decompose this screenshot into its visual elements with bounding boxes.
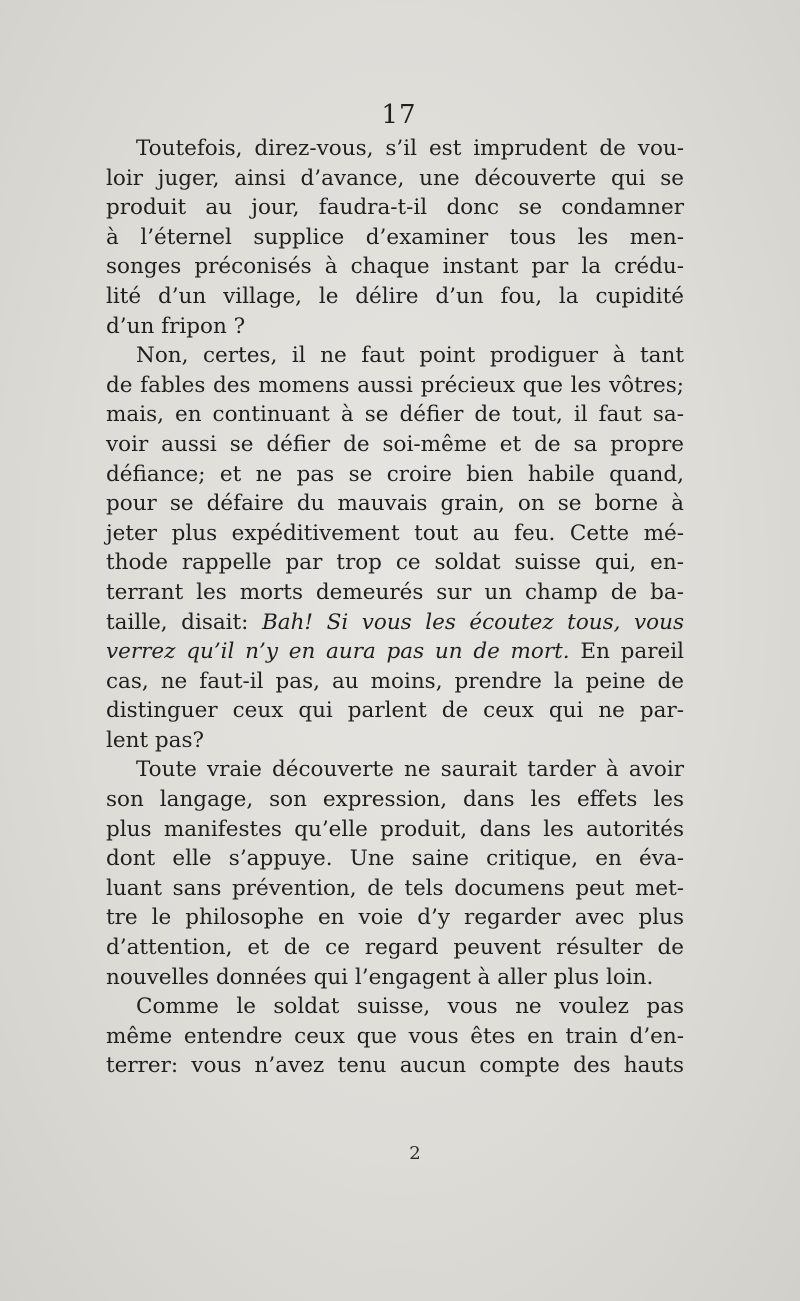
text-line: cas, ne faut-il pas, au moins, prendre la peine de: [106, 668, 684, 694]
text-line: pour se défaire du mauvais grain, on se borne à: [106, 491, 684, 517]
text-segment: taille, disait:: [106, 609, 262, 635]
text-line: même entendre ceux que vous êtes en train d’en-: [106, 1023, 684, 1049]
text-line: défiance; et ne pas se croire bien habile quand,: [106, 461, 684, 487]
text-line: de fables des momens aussi précieux que les vôtres;: [106, 372, 684, 398]
text-line: songes préconisés à chaque instant par la crédu-: [106, 254, 684, 280]
text-line: d’un fripon ?: [106, 313, 246, 339]
text-line: Toutefois, direz-vous, s’il est imprudent de vou-: [136, 136, 684, 161]
page-text: [106, 96, 684, 1081]
text-line: à l’éternel supplice d’examiner tous les men-: [106, 224, 684, 250]
page-number: 17: [381, 100, 417, 130]
text-line: loir juger, ainsi d’avance, une découverte qui se: [106, 165, 684, 191]
text-line-with-quote: [106, 637, 684, 667]
paragraph-4: [106, 992, 684, 1081]
text-line: d’attention, et de ce regard peuvent résulter de: [106, 935, 684, 961]
text-line: thode rappelle par trop ce soldat suisse qui, en-: [106, 550, 684, 576]
italic-quote: Bah! Si vous les écoutez tous, vous: [261, 609, 684, 635]
paragraph-3: [106, 755, 684, 992]
text-line: son langage, son expression, dans les effets les: [106, 787, 684, 813]
text-line: Non, certes, il ne faut point prodiguer à tant: [136, 343, 684, 369]
text-line: terrant les morts demeurés sur un champ de ba-: [106, 579, 684, 605]
text-line: lent pas?: [106, 727, 205, 753]
text-line: produit au jour, faudra-t-il donc se condamner: [106, 195, 684, 221]
text-line: luant sans prévention, de tels documens peut met-: [106, 875, 684, 901]
text-line: mais, en continuant à se défier de tout, il faut sa-: [106, 402, 684, 428]
text-line: Toute vraie découverte ne saurait tarder à avoir: [136, 757, 684, 783]
text-line: jeter plus expéditivement tout au feu. Cette mé-: [106, 520, 684, 546]
text-line: nouvelles données qui l’engagent à aller plus loin.: [106, 964, 654, 990]
text-line: Comme le soldat suisse, vous ne voulez pas: [136, 994, 684, 1020]
text-line: distinguer ceux qui parlent de ceux qui ne par-: [106, 698, 684, 724]
signature-mark: 2: [409, 1143, 421, 1164]
text-line: voir aussi se défier de soi-même et de sa propre: [106, 431, 684, 457]
paragraph-2: [106, 341, 684, 755]
text-line-with-quote: [106, 608, 684, 638]
italic-quote: verrez qu’il n’y en aura pas un de mort.: [106, 639, 570, 665]
text-line: lité d’un village, le délire d’un fou, la cupidité: [106, 283, 684, 309]
text-segment: En pareil: [569, 639, 684, 665]
text-line: terrer: vous n’avez tenu aucun compte des hauts: [106, 1053, 684, 1079]
text-line: dont elle s’appuye. Une saine critique, en éva-: [106, 846, 684, 872]
paragraph-1: [106, 134, 684, 341]
text-line: tre le philosophe en voie d’y regarder avec plus: [106, 905, 684, 931]
text-line: plus manifestes qu’elle produit, dans les autorités: [106, 816, 684, 842]
